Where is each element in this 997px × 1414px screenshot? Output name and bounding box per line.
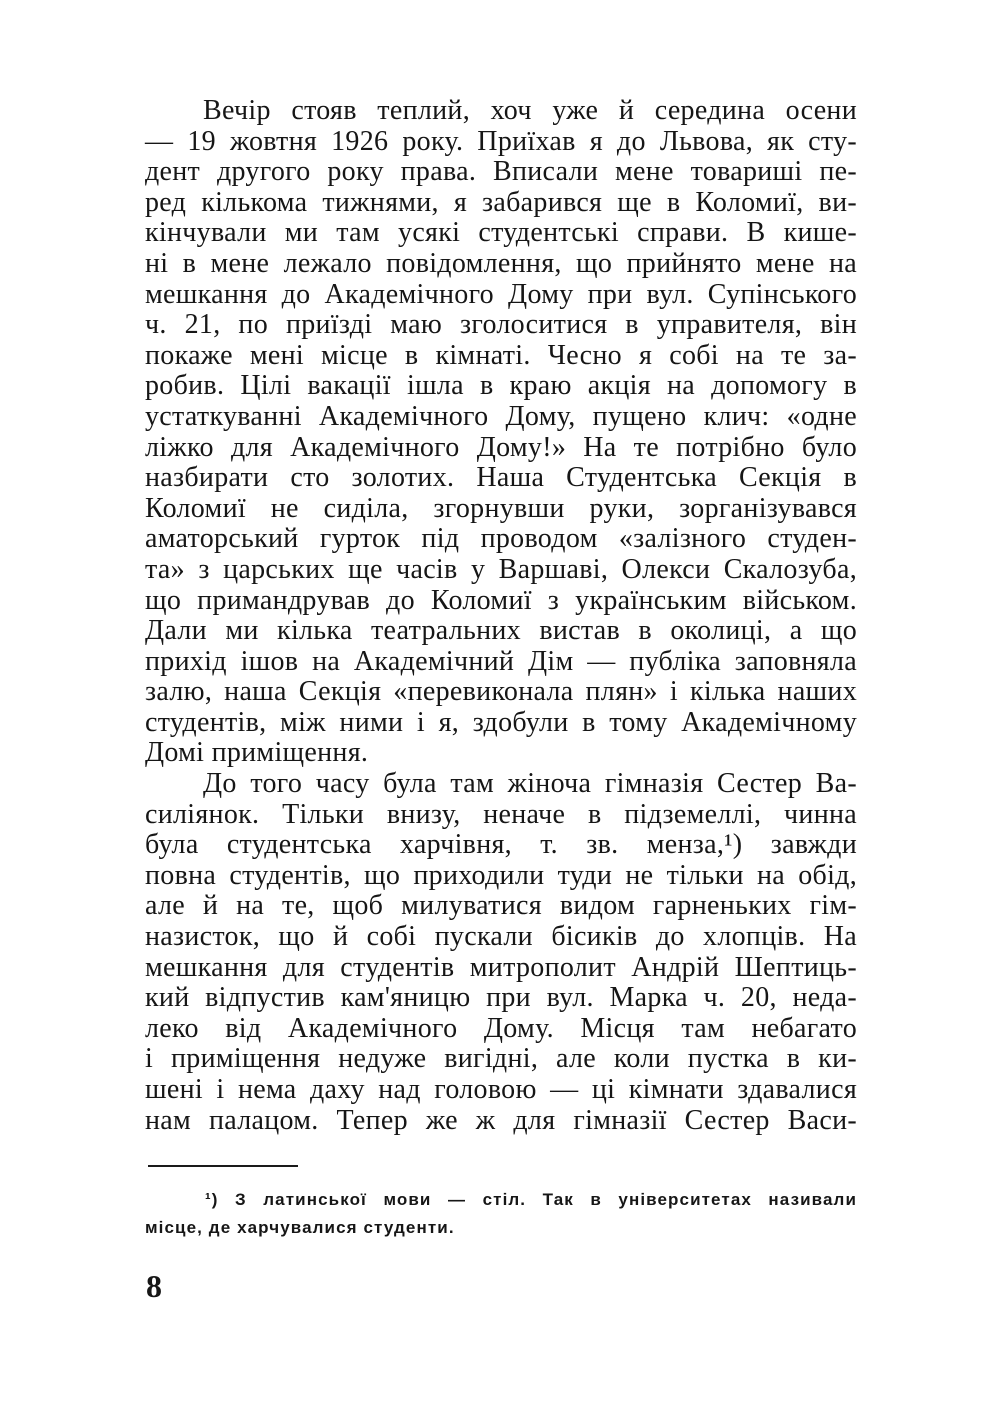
text-line: але й на те, щоб милуватися видом гарненьких гім- <box>145 890 857 922</box>
text-line: студентів, між ними і я, здобули в тому Академічному <box>145 706 857 738</box>
text-line: Домі приміщення. <box>145 737 369 769</box>
text-line: ні в мене лежало повідомлення, що прийнято мене на <box>145 247 857 279</box>
text-line: аматорський гурток під проводом «залізного студен- <box>145 523 857 555</box>
text-line: прихід ішов на Академічний Дім — публіка заповняла <box>145 645 857 677</box>
text-line: Вечір стояв теплий, хоч уже й середина осени <box>203 95 857 126</box>
text-line: та» з царських ще часів у Варшаві, Олекси Скалозуба, <box>145 553 857 585</box>
footnote <box>145 1186 857 1242</box>
text-line: покаже мені місце в кімнаті. Чесно я собі на те за- <box>145 339 857 371</box>
text-line: і приміщення недуже вигідні, але коли пустка в ки- <box>145 1043 857 1075</box>
text-line: кий відпустив кам'яницю при вул. Марка ч. 20, неда- <box>145 982 857 1014</box>
text-line: ред кількома тижнями, я забарився ще в Коломиї, ви- <box>145 186 857 218</box>
text-line: ліжко для Академічного Дому!» На те потрібно було <box>145 431 857 463</box>
footnote-line: ¹) З латинської мови — стіл. Так в університетах називали <box>205 1190 857 1209</box>
text-line: Коломиї не сиділа, згорнувши руки, зорганізувався <box>145 492 857 524</box>
text-line: Дали ми кілька театральних вистав в околиці, а що <box>145 615 857 647</box>
footnote-line: місце, де харчувалися студенти. <box>145 1218 455 1237</box>
page-number: 8 <box>146 1268 162 1304</box>
text-line: дент другого року права. Вписали мене товариші пе- <box>145 156 857 188</box>
text-line: назбирати сто золотих. Наша Студентська Секція в <box>145 462 857 494</box>
text-line: мешкання для студентів митрополит Андрій Шептиць- <box>145 951 857 983</box>
footnote-divider <box>148 1165 298 1167</box>
text-line: ч. 21, по приїзді маю зголоситися в управителя, він <box>145 309 857 341</box>
text-line: кінчували ми там усякі студентські справи. В кише- <box>145 217 857 249</box>
page-body <box>145 96 857 1136</box>
text-line: повна студентів, що приходили туди не тільки на обід, <box>145 859 857 891</box>
text-line: нам палацом. Тепер же ж для гімназії Сестер Васи- <box>145 1104 857 1136</box>
text-line: силіянок. Тільки внизу, неначе в підземеллі, чинна <box>145 798 857 830</box>
text-line: мешкання до Академічного Дому при вул. Супінського <box>145 278 857 310</box>
text-line: шені і нема даху над головою — ці кімнати здавалися <box>145 1074 857 1105</box>
text-line: До того часу була там жіноча гімназія Сестер Ва- <box>203 768 857 800</box>
text-line: — 19 жовтня 1926 року. Приїхав я до Львова, як сту- <box>145 125 857 157</box>
text-line: леко від Академічного Дому. Місця там небагато <box>145 1012 857 1044</box>
text-line: що примандрував до Коломиї з українським військом. <box>145 584 857 616</box>
text-line: назисток, що й собі пускали бісиків до хлопців. На <box>145 921 857 953</box>
text-line: устаткуванні Академічного Дому, пущено клич: «одне <box>145 400 857 432</box>
text-line: робив. Цілі вакації ішла в краю акція на допомогу в <box>145 370 857 402</box>
text-line: була студентська харчівня, т. зв. менза,¹) завжди <box>145 829 857 861</box>
text-line: залю, наша Секція «перевиконала плян» і кілька наших <box>145 676 857 708</box>
